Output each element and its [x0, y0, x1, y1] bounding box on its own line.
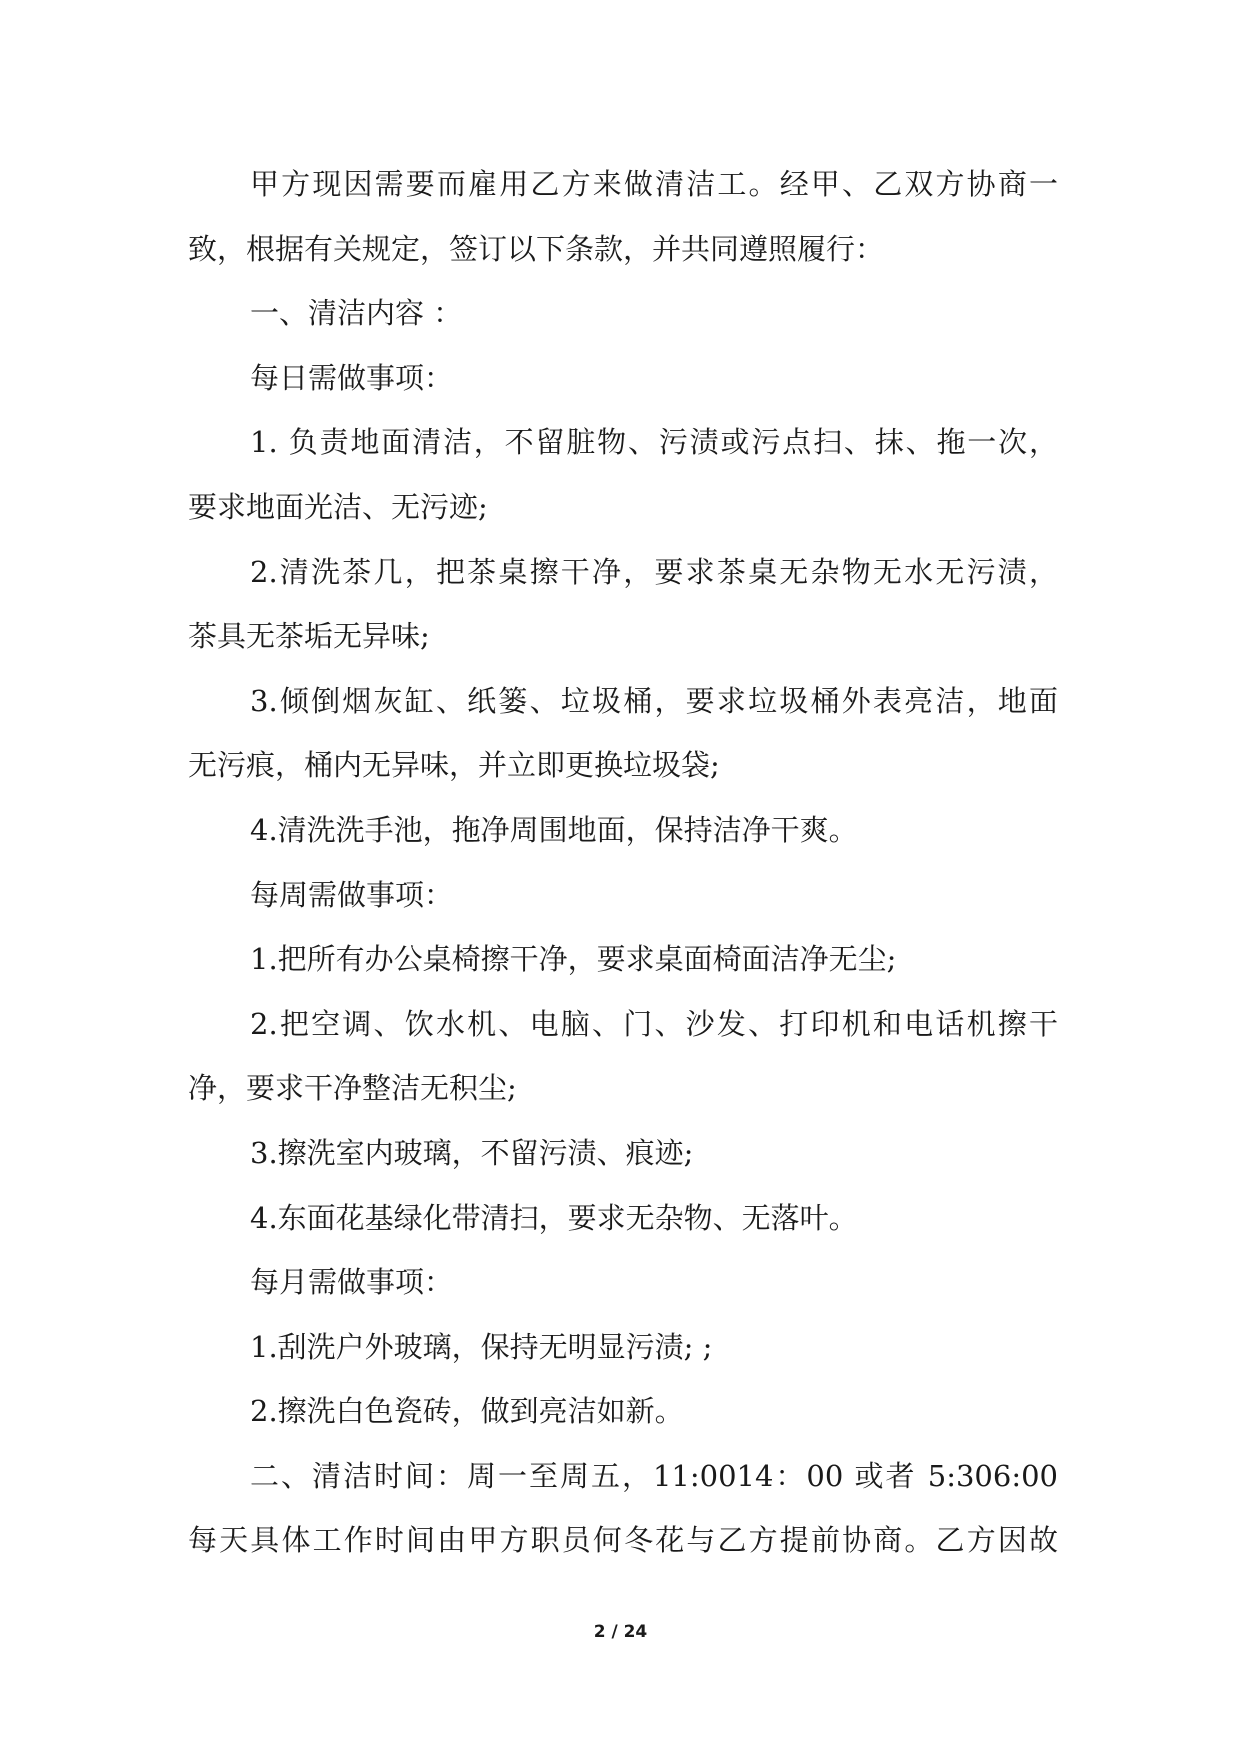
list-item-line: 1. 负责地面清洁，不留脏物、污渍或污点扫、抹、拖一次， [250, 425, 1058, 460]
list-item-line: 1.刮洗户外玻璃，保持无明显污渍; ; [250, 1329, 713, 1364]
paragraph-line: 每天具体工作时间由甲方职员何冬花与乙方提前协商。乙方因故 [188, 1523, 1058, 1558]
document-body [188, 152, 1058, 1573]
subsection-heading: 每月需做事项： [250, 1265, 454, 1300]
list-item-line: 要求地面光洁、无污迹; [188, 489, 488, 524]
list-item-line: 3.倾倒烟灰缸、纸篓、垃圾桶，要求垃圾桶外表亮洁，地面 [250, 683, 1058, 718]
section-heading: 一、清洁内容 ： [250, 296, 463, 331]
list-item-line: 2.清洗茶几，把茶桌擦干净，要求茶桌无杂物无水无污渍， [250, 554, 1058, 589]
list-item-line: 3.擦洗室内玻璃，不留污渍、痕迹; [250, 1135, 694, 1170]
list-item-line: 2.擦洗白色瓷砖，做到亮洁如新。 [250, 1394, 684, 1429]
list-item-line: 2.把空调、饮水机、电脑、门、沙发、打印机和电话机擦干 [250, 1006, 1058, 1041]
list-item-line: 1.把所有办公桌椅擦干净，要求桌面椅面洁净无尘; [250, 942, 897, 977]
paragraph-line: 致，根据有关规定，签订以下条款，并共同遵照履行： [188, 231, 885, 266]
subsection-heading: 每日需做事项： [250, 360, 454, 395]
list-item-line: 净，要求干净整洁无积尘; [188, 1071, 517, 1106]
page-number: 2 / 24 [593, 1622, 648, 1642]
list-item-line: 4.清洗洗手池，拖净周围地面，保持洁净干爽。 [250, 812, 858, 847]
list-item-line: 茶具无茶垢无异味; [188, 619, 430, 654]
subsection-heading: 每周需做事项： [250, 877, 454, 912]
section-heading: 二、清洁时间：周一至周五，11:0014：00 或者 5:306:00 [250, 1458, 1058, 1493]
list-item-line: 4.东面花基绿化带清扫，要求无杂物、无落叶。 [250, 1200, 858, 1235]
list-item-line: 无污痕，桶内无异味，并立即更换垃圾袋; [188, 748, 720, 783]
paragraph-line: 甲方现因需要而雇用乙方来做清洁工。经甲、乙双方协商一 [250, 167, 1058, 201]
